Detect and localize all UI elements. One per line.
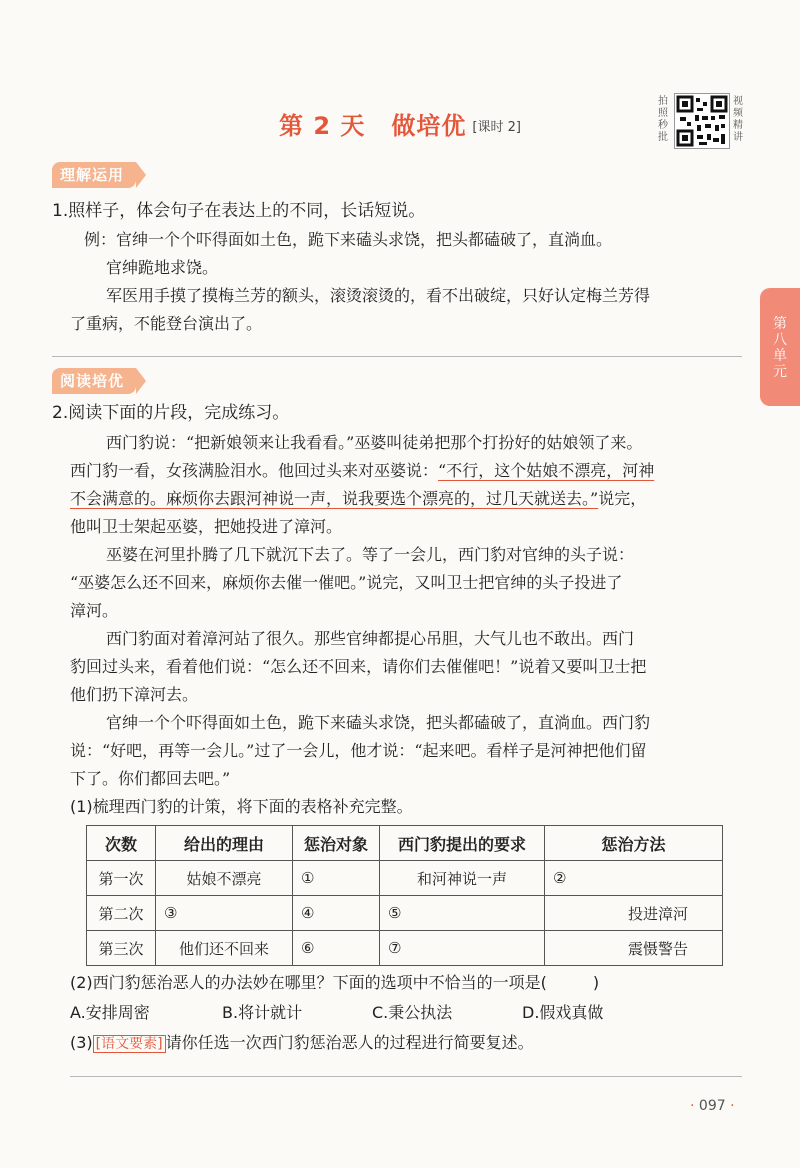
option-b[interactable]: B.将计就计	[222, 1003, 303, 1022]
table-cell: 震慑警告	[545, 931, 723, 966]
passage-p3-l3: 他们扔下漳河去。	[70, 685, 199, 704]
table-cell: 投进漳河	[545, 896, 723, 931]
answer-blank-4[interactable]: ④	[293, 896, 380, 931]
table-header: 惩治方法	[545, 826, 723, 861]
divider	[52, 356, 742, 357]
sub-question-3: (3) [语文要素] 请你任选一次西门豹惩治恶人的过程进行简要复述。	[70, 1033, 534, 1052]
passage-p2-l1: 巫婆在河里扑腾了几下就沉下去了。等了一会儿，西门豹对官绅的头子说：	[106, 545, 635, 564]
passage-p4-l2: 说：“好吧，再等一会儿。”过了一会儿，他才说：“起来吧。看样子是河神把他们留	[70, 741, 647, 760]
table-cell: 第一次	[87, 861, 156, 896]
option-a[interactable]: A.安排周密	[70, 1003, 150, 1022]
table-row	[87, 931, 723, 966]
answer-blank-1[interactable]: ①	[293, 861, 380, 896]
table-header: 惩治对象	[293, 826, 380, 861]
strategy-table	[86, 825, 723, 966]
option-c[interactable]: C.秉公执法	[372, 1003, 453, 1022]
language-element-tag: [语文要素]	[93, 1035, 166, 1053]
passage-p4-l3: 下了。你们都回去吧。”	[70, 769, 231, 788]
passage-p2-l3: 漳河。	[70, 601, 119, 620]
table-cell: 姑娘不漂亮	[156, 861, 293, 896]
table-header-row	[87, 826, 723, 861]
table-header: 给出的理由	[156, 826, 293, 861]
scan-hint-left: 拍照秒批	[658, 96, 668, 143]
task-line-1: 军医用手摸了摸梅兰芳的额头，滚烫滚烫的，看不出破绽，只好认定梅兰芳得	[106, 286, 651, 305]
options-row	[70, 1002, 603, 1024]
table-cell: 第三次	[87, 931, 156, 966]
question-1: 1.照样子，体会句子在表达上的不同，长话短说。	[52, 201, 426, 221]
answer-blank-3[interactable]: ③	[156, 896, 293, 931]
task-line-2: 了重病，不能登台演出了。	[70, 314, 263, 333]
table-header: 次数	[87, 826, 156, 861]
passage-p1-l4: 他叫卫士架起巫婆，把她投进了漳河。	[70, 517, 343, 536]
day-label: 第 2 天	[279, 112, 366, 140]
table-cell: 和河神说一声	[380, 861, 545, 896]
title-heading: 做培优	[391, 112, 467, 140]
table-cell: 第二次	[87, 896, 156, 931]
answer-blank-2[interactable]: ②	[545, 861, 723, 896]
unit-side-tab[interactable]: 第八单元	[760, 288, 800, 406]
section-badge-reading: 阅读培优	[52, 368, 136, 394]
passage-p1-l1: 西门豹说：“把新娘领来让我看看。”巫婆叫徒弟把那个打扮好的姑娘领了来。	[106, 433, 643, 452]
option-d[interactable]: D.假戏真做	[522, 1003, 604, 1022]
table-row	[87, 861, 723, 896]
table-cell: 他们还不回来	[156, 931, 293, 966]
passage-p2-l2: “巫婆怎么还不回来，麻烦你去催一催吧。”说完，又叫卫士把官绅的头子投进了	[70, 573, 623, 592]
answer-blank-7[interactable]: ⑦	[380, 931, 545, 966]
example-short: 官绅跪地求饶。	[106, 258, 219, 277]
table-header: 西门豹提出的要求	[380, 826, 545, 861]
table-row	[87, 896, 723, 931]
passage-p3-l1: 西门豹面对着漳河站了很久。那些官绅都提心吊胆，大气儿也不敢出。西门	[106, 629, 635, 648]
answer-line[interactable]	[70, 1076, 742, 1077]
section-badge-understanding: 理解运用	[52, 162, 136, 188]
sub-question-2: (2)西门豹惩治恶人的办法妙在哪里？下面的选项中不恰当的一项是( )	[70, 973, 600, 992]
passage-p4-l1: 官绅一个个吓得面如土色，跪下来磕头求饶，把头都磕破了，直淌血。西门豹	[106, 713, 651, 732]
answer-blank-6[interactable]: ⑥	[293, 931, 380, 966]
example-sentence: 例：官绅一个个吓得面如土色，跪下来磕头求饶，把头都磕破了，直淌血。	[84, 230, 613, 249]
question-2: 2.阅读下面的片段，完成练习。	[52, 403, 290, 423]
passage-p1-l3: 不会满意的。麻烦你去跟河神说一声，说我要选个漂亮的，过几天就送去。”说完，	[70, 489, 647, 508]
qr-code-icon[interactable]	[674, 93, 730, 149]
scan-hint-right: 视频精讲	[733, 96, 743, 143]
sub-question-1: (1)梳理西门豹的计策，将下面的表格补充完整。	[70, 797, 413, 816]
page-number: · 097 ·	[690, 1098, 735, 1114]
passage-p3-l2: 豹回过头来，看着他们说：“怎么还不回来，请你们去催催吧！”说着又要叫卫士把	[70, 657, 647, 676]
passage-p1-l2: 西门豹一看，女孩满脸泪水。他回过头来对巫婆说：“不行，这个姑娘不漂亮，河神	[70, 461, 655, 480]
answer-blank-5[interactable]: ⑤	[380, 896, 545, 931]
lesson-label: [课时 2]	[472, 120, 521, 135]
